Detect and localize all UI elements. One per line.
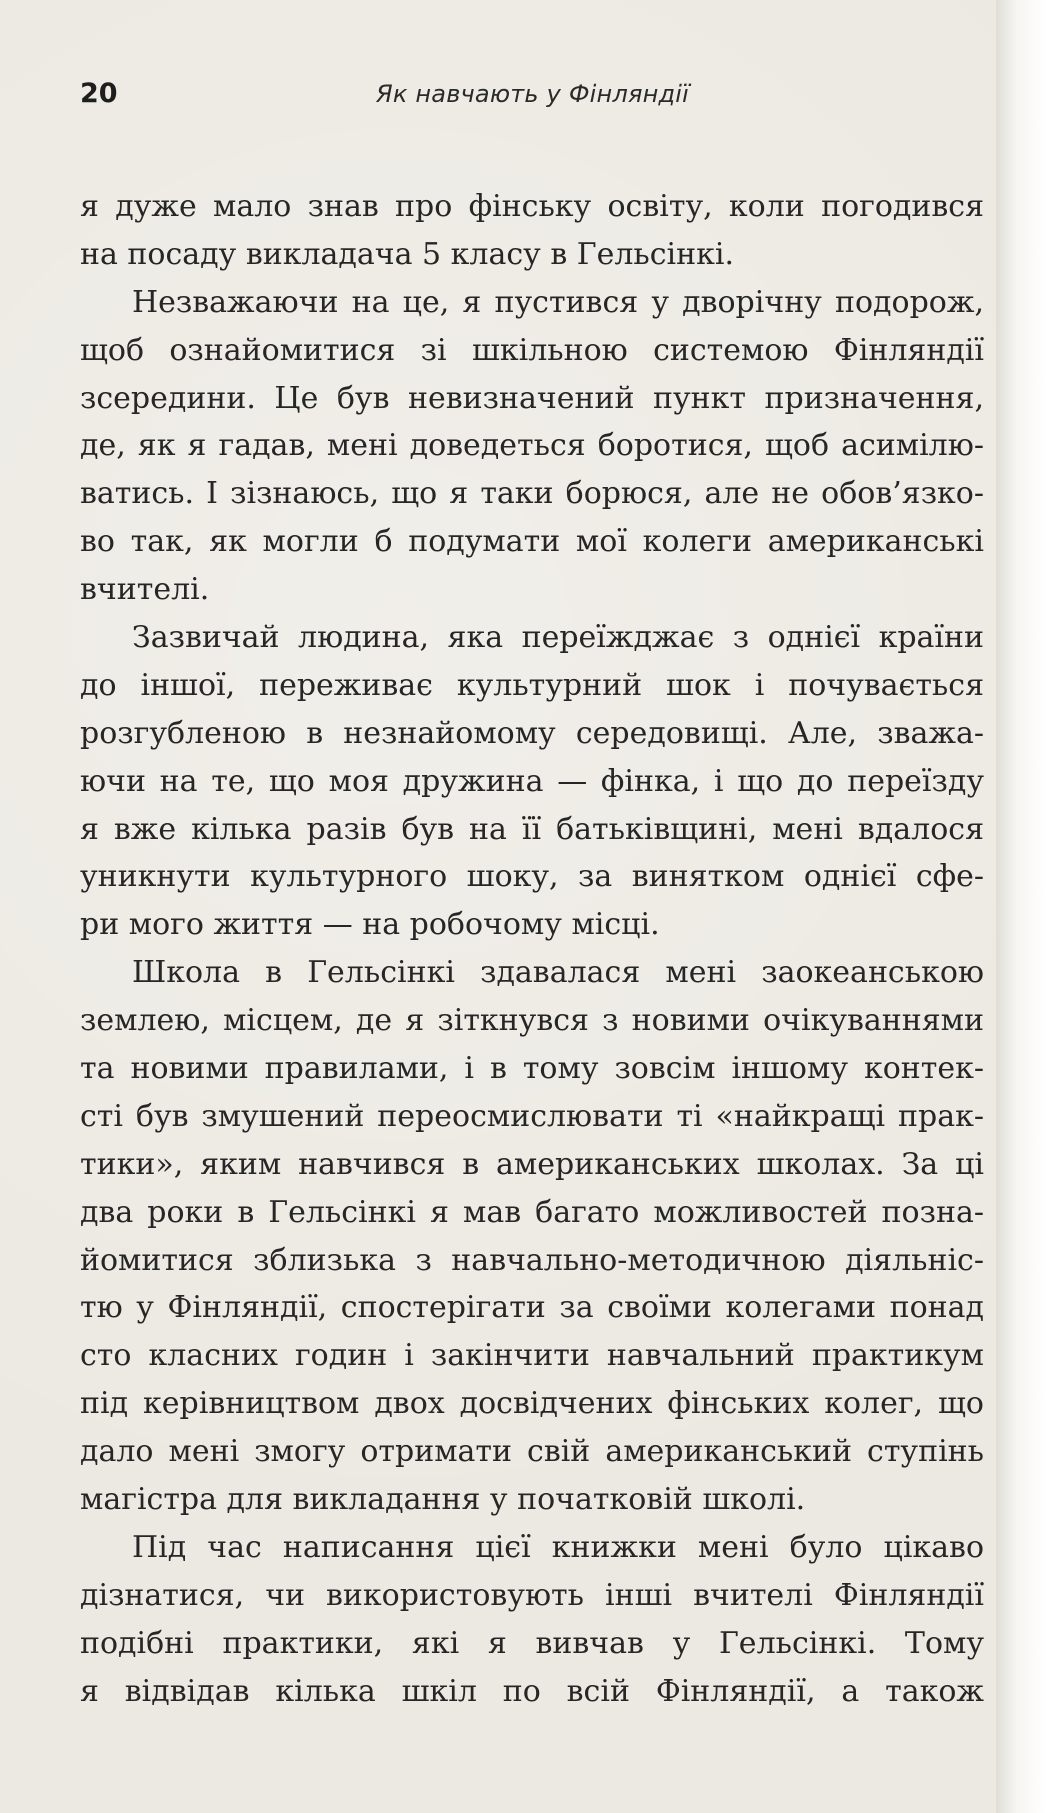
text-line: під керівництвом двох досвідчених фінських колег, що <box>80 1386 984 1422</box>
text-line: ватись. І зізнаюсь, що я таки борюся, але не обов’язко- <box>80 476 984 512</box>
text-line: уникнути культурного шоку, за винятком однієї сфе- <box>80 859 984 895</box>
text-line: магістра для викладання у початковій школі. <box>80 1482 806 1518</box>
text-line: я відвідав кілька шкіл по всій Фінляндії, а також <box>80 1673 984 1709</box>
text-line: сто класних годин і закінчити навчальний практикум <box>80 1338 984 1374</box>
paragraph <box>80 183 984 279</box>
text-line: зсередини. Це був невизначений пункт призначення, <box>80 380 984 416</box>
paragraph <box>80 279 984 614</box>
text-line: та новими правилами, і в тому зовсім іншому контек- <box>80 1051 984 1087</box>
text-line: ри мого життя — на робочому місці. <box>80 907 660 943</box>
text-line: я вже кілька разів був на її батьківщині, мені вдалося <box>80 811 984 847</box>
text-line: два роки в Гельсінкі я мав багато можливостей позна- <box>80 1194 984 1230</box>
running-title: Як навчають у Фінляндії <box>376 80 690 108</box>
text-line: Під час написання цієї книжки мені було цікаво <box>132 1529 984 1565</box>
text-line: во так, як могли б подумати мої колеги американські <box>80 524 984 560</box>
text-line: землею, місцем, де я зіткнувся з новими очікуваннями <box>80 1003 984 1039</box>
text-line: я дуже мало знав про фінську освіту, коли погодився <box>80 189 984 224</box>
text-line: де, як я гадав, мені доведеться боротися, щоб асимілю- <box>80 428 984 464</box>
text-line: до іншої, переживає культурний шок і почувається <box>80 667 984 703</box>
page-edge-shadow <box>996 0 1047 1813</box>
paragraph <box>80 614 984 949</box>
text-line: тю у Фінляндії, спостерігати за своїми колегами понад <box>80 1290 984 1326</box>
body-text <box>80 183 984 1716</box>
text-line: сті був змушений переосмислювати ті «найкращі прак- <box>80 1098 984 1134</box>
text-line: подібні практики, які я вивчав у Гельсінкі. Тому <box>80 1625 984 1661</box>
text-line: дізнатися, чи використовують інші вчителі Фінляндії <box>80 1577 984 1613</box>
text-line: щоб ознайомитися зі шкільною системою Фінляндії <box>80 332 984 368</box>
text-line: на посаду викладача 5 класу в Гельсінкі. <box>80 236 735 272</box>
text-line: дало мені змогу отримати свій американський ступінь <box>80 1434 984 1470</box>
text-line: тики», яким навчився в американських школах. За ці <box>80 1146 984 1182</box>
text-line: Зазвичай людина, яка переїжджає з однієї країни <box>132 620 984 656</box>
paragraph <box>80 1524 984 1716</box>
text-line: йомитися зблизька з навчально-методичною діяльніс- <box>80 1242 984 1278</box>
text-line: Незважаючи на це, я пустився у дворічну подорож, <box>132 284 984 320</box>
page-number: 20 <box>80 78 118 109</box>
text-line: ючи на те, що моя дружина — фінка, і що до переїзду <box>80 763 984 799</box>
text-line: Школа в Гельсінкі здавалася мені заокеанською <box>132 955 984 991</box>
text-line: розгубленою в незнайомому середовищі. Але, зважа- <box>80 715 984 751</box>
paragraph <box>80 949 984 1524</box>
page-header <box>80 78 980 118</box>
text-line: вчителі. <box>80 572 210 608</box>
